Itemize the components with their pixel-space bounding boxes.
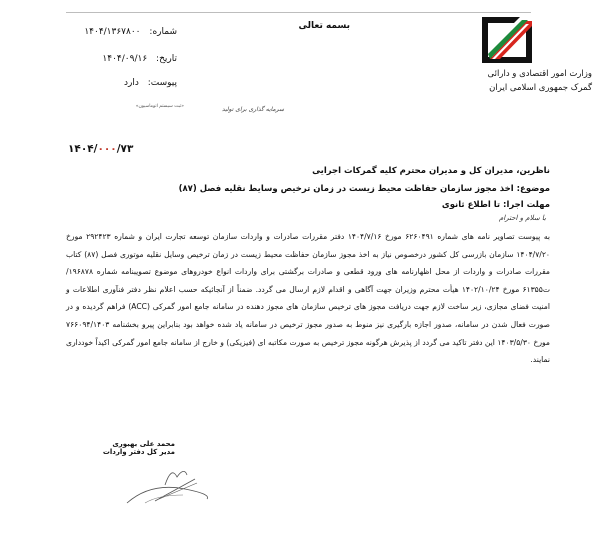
year-slogan: سرمایه گذاری برای تولید <box>221 106 284 113</box>
signature-block <box>102 440 175 456</box>
attachment-value: دارد <box>123 78 139 88</box>
letter-number <box>84 27 177 37</box>
recipients-line: ناظرین، مدیران کل و مدیران محترم کلیه گمرکات اجرایی <box>312 166 550 176</box>
customs-name: گمرک جمهوری اسلامی ایران <box>489 83 592 93</box>
automation-note: «ثبت سیستم اتوماسیون» <box>135 104 184 109</box>
reference-middle: ۰۰۰ <box>97 143 117 155</box>
handwritten-signature-icon <box>125 465 225 505</box>
salutation: با سلام و احترام <box>498 214 546 222</box>
deadline-line: مهلت اجرا: تا اطلاع ثانوی <box>441 200 550 210</box>
date-label: تاریخ: <box>156 54 177 64</box>
reference-prefix: ۱۴۰۴/ <box>68 143 98 155</box>
customs-logo-icon <box>482 17 532 63</box>
attachment-label: پیوست: <box>147 78 177 88</box>
number-value: ۱۴۰۴/۱۳۶۷۸۰۰ <box>84 27 141 37</box>
signatory-name: محمد علی بهبوری <box>112 440 175 448</box>
letter-date <box>102 54 177 64</box>
top-divider <box>66 12 531 13</box>
subject-line: موضوع: اخذ مجوز سازمان حفاظت محیط زیست در زمان ترخیص وسایط نقلیه فصل (۸۷) <box>178 184 550 194</box>
letter-body <box>66 228 550 369</box>
date-value: ۱۴۰۴/۰۹/۱۶ <box>102 54 148 64</box>
signatory-title: مدیر کل دفتر واردات <box>102 448 175 456</box>
body-paragraph: به پیوست تصاویر نامه های شماره ۶۲۶۰۴۹۱ مورخ ۱۴۰۴/۷/۱۶ دفتر مقررات صادرات و واردات سازمان توسعه تجارت ایران و شماره ۲۹۲۴۲۳ مورخ ۱۴۰۴/۷/۲۰ سازمان بازرسی کل کشور درخصوص نیاز به اخذ مجوز سازمان حفاظت محیط زیست در زمان ترخیص وسایل نقلیه موتوری فصل (۸۷) کتاب مقررات صادرات و واردات از محل اظهارنامه های ورود قطعی و صادرات برگشتی برای واردات انواع خودروهای موضوع تصویبنامه شماره ۱۹۶۸۷۸/ت۶۱۳۵۵ مورخ ۱۴۰۲/۱۰/۲۴ هیأت محترم وزیران جهت آگاهی و اقدام لازم ارسال می گردد. ضمناً از آنجائیکه حسب اعلام نظر دفتر فنآوری اطلاعات و امنیت فضای مجازی، زیر ساخت لازم جهت دریافت مجوز های ترخیص سازمان های مجوز دهنده در سامانه جامع امور گمرکی (ACC) فراهم گردیده و در صورت فعال شدن در سامانه، صدور اجازه بارگیری نیز منوط به صدور مجوز ترخیص در سامانه یاد شده خواهد بود بنابراین پیرو بخشنامه ۷۶۶۰۹۴/۱۴۰۳ مورخ ۱۴۰۳/۵/۳۰ این دفتر تاکید می گردد از پذیرش هرگونه مجوز ترخیص به صورت مکاتبه ای (فیزیکی) و خارج از سامانه جامع امور گمرکی اکیداً خودداری نمایند. <box>66 232 550 365</box>
reference-number <box>68 143 133 155</box>
invocation-heading: بسمه تعالی <box>298 21 350 31</box>
letter-attachment <box>124 78 177 88</box>
ministry-name: وزارت امور اقتصادی و دارائی <box>487 69 592 79</box>
reference-suffix: /۷۳ <box>116 143 134 155</box>
number-label: شماره: <box>149 27 177 37</box>
